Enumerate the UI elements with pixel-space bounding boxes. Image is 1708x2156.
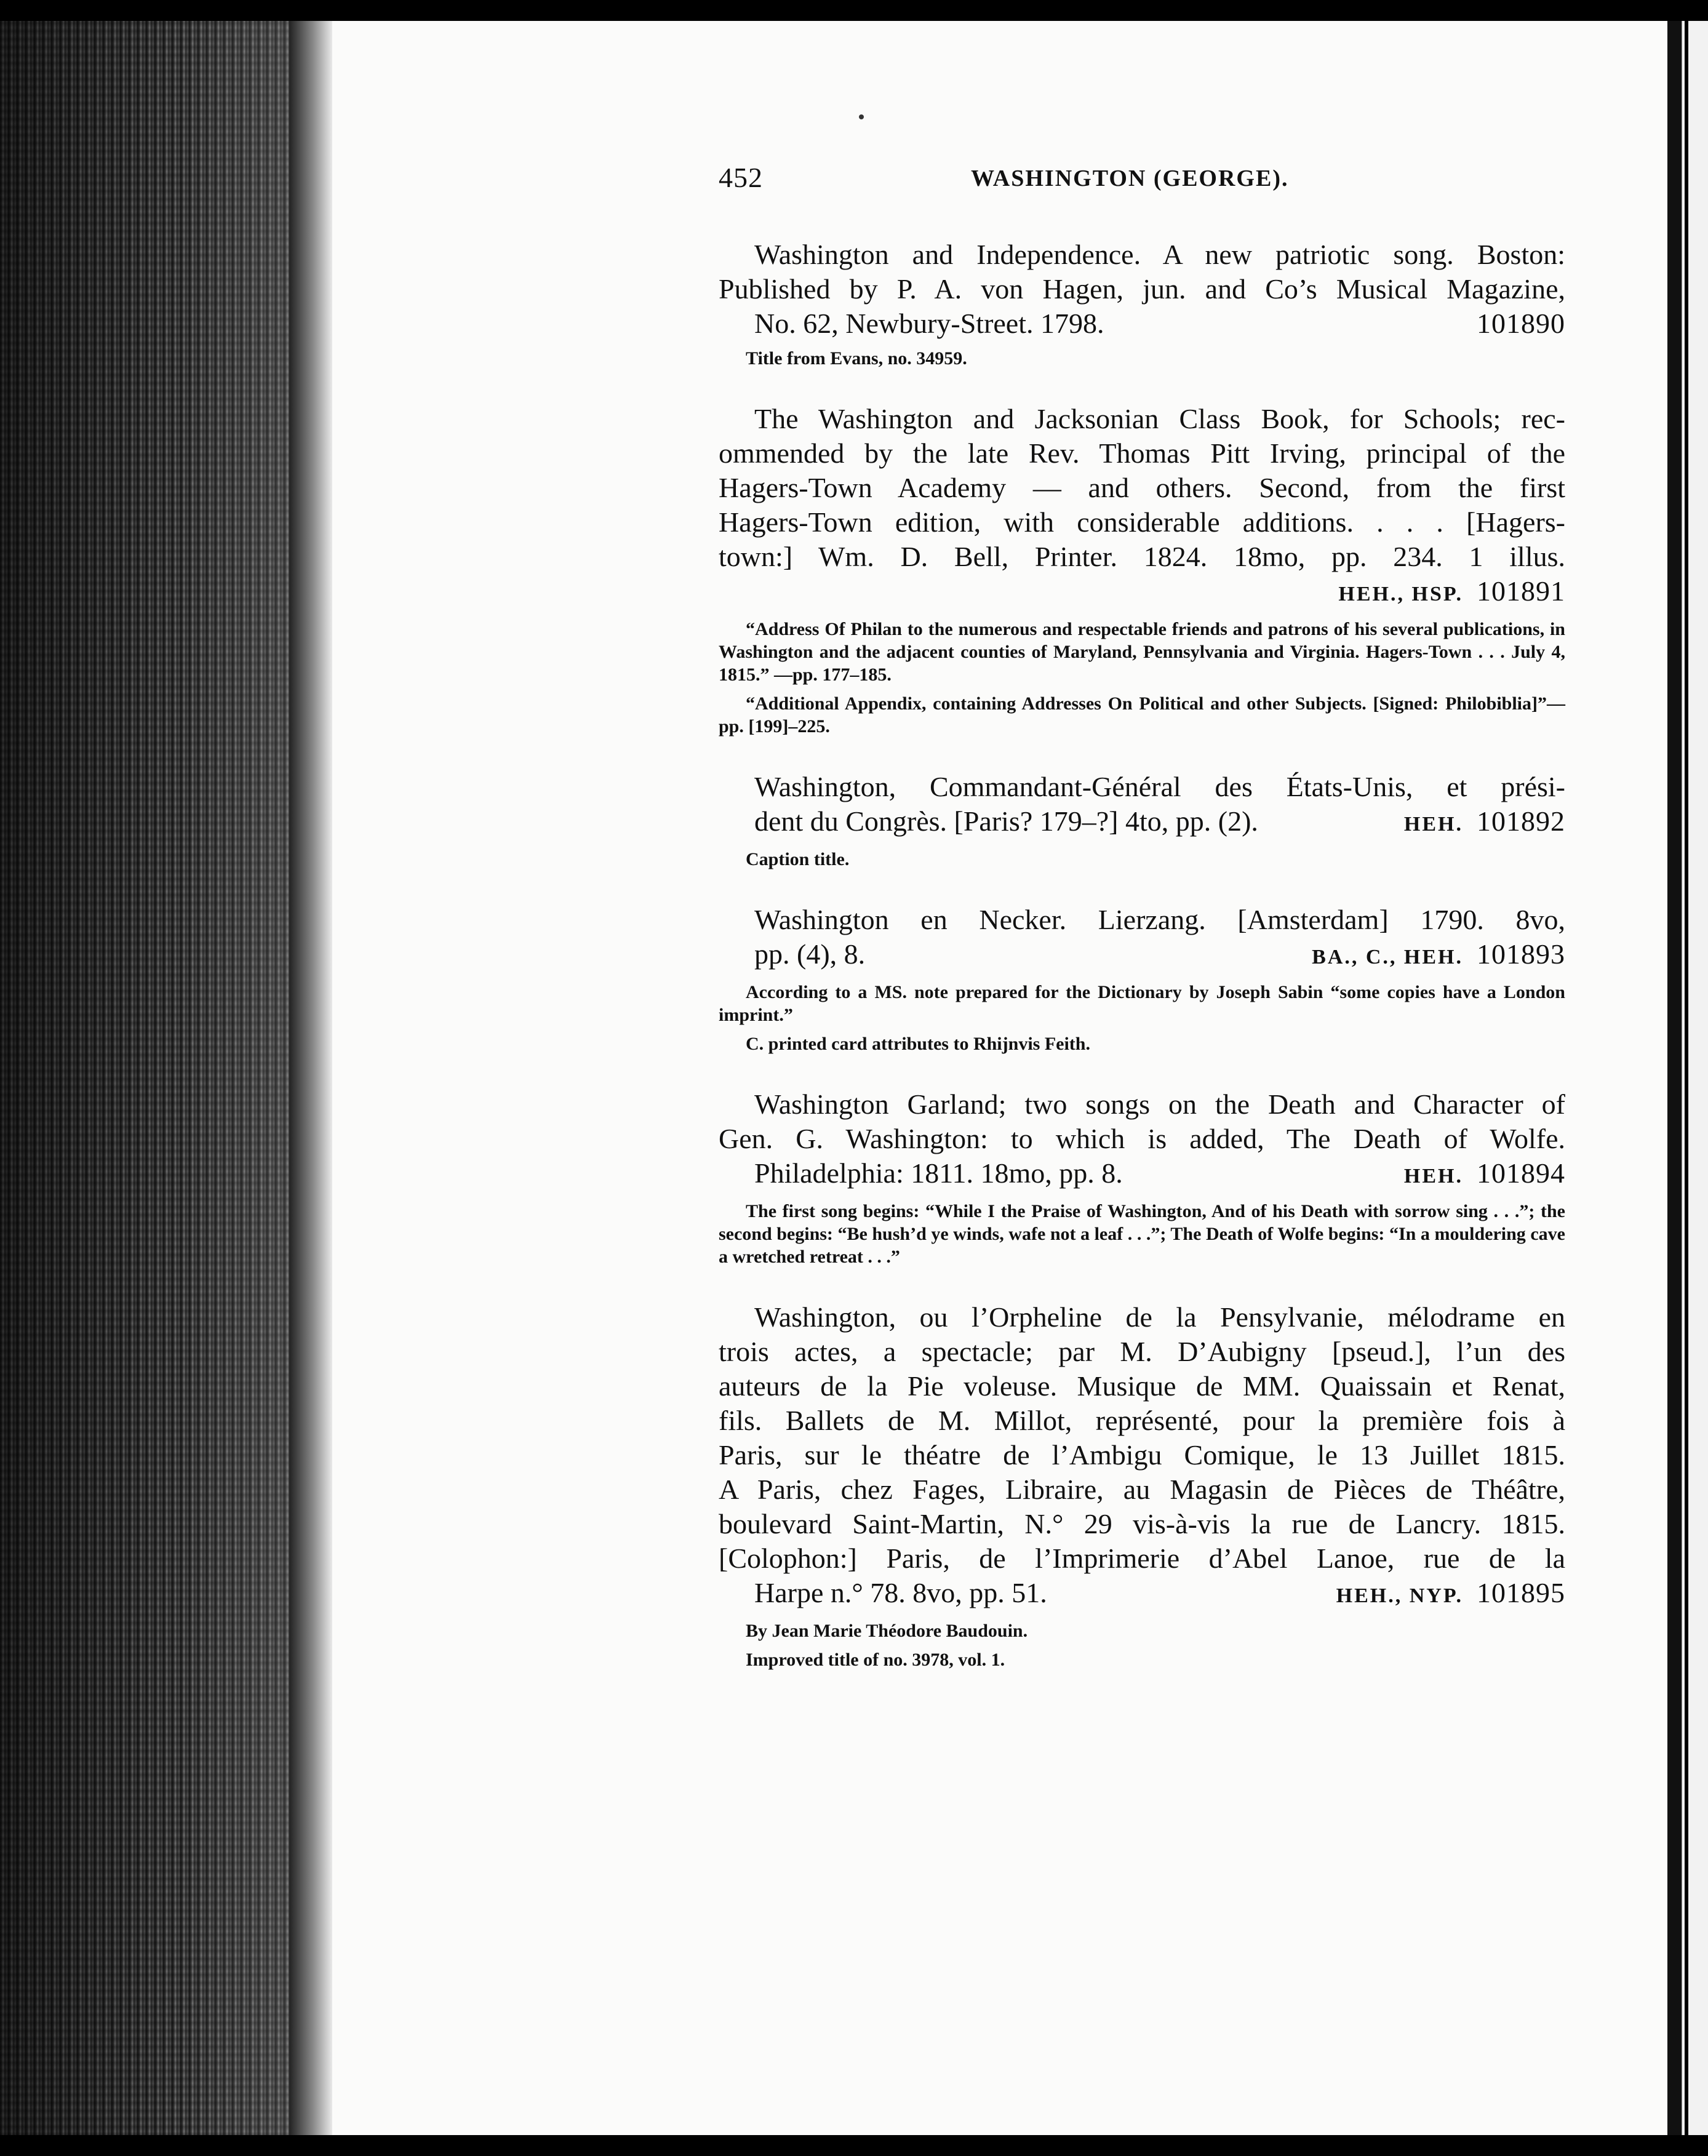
entry-title bbox=[719, 238, 1565, 341]
running-head-title: WASHINGTON (GEORGE). bbox=[971, 166, 1289, 191]
entry-number: 101893 bbox=[1477, 938, 1565, 970]
entry-imprint-line bbox=[719, 1576, 1565, 1613]
book-fore-edge bbox=[0, 21, 326, 2135]
running-head bbox=[719, 161, 1565, 204]
entry-line: trois actes, a spectacle; par M. D’Aubigny [pseud.], l’un des bbox=[719, 1336, 1565, 1367]
entry-line: boulevard Saint-Martin, N.° 29 vis-à-vis la rue de Lancry. 1815. bbox=[719, 1508, 1565, 1539]
scan-border-top bbox=[0, 0, 1708, 21]
entry-location bbox=[1441, 306, 1565, 341]
entry-number: 101895 bbox=[1477, 1577, 1565, 1608]
facing-page-edge bbox=[1667, 21, 1708, 2135]
text-column bbox=[719, 161, 1565, 1703]
entry-list bbox=[719, 238, 1565, 1671]
entry-imprint: dent du Congrès. [Paris? 179–?] 4to, pp. (2). bbox=[754, 805, 1258, 837]
entry-line: Washington en Necker. Lierzang. [Amsterdam] 1790. 8vo, bbox=[754, 904, 1565, 935]
holding-libraries: HEH. bbox=[1403, 1165, 1463, 1188]
bibliography-entry bbox=[719, 238, 1565, 370]
entry-line: The Washington and Jacksonian Class Book, for Schools; rec- bbox=[754, 403, 1565, 434]
entry-note: C. printed card attributes to Rhijnvis Feith. bbox=[746, 1034, 1090, 1054]
entry-note: “Address Of Philan to the numerous and respectable friends and patrons of his several publications, in Washington and the adjacent counties of Maryland, Pennsylvania and Virginia. Hagers-Town . . . July 4, 1815.” —pp. 177–185. bbox=[719, 619, 1565, 685]
entry-number: 101890 bbox=[1477, 308, 1565, 339]
entry-title bbox=[719, 402, 1565, 612]
entry-line: town:] Wm. D. Bell, Printer. 1824. 18mo, pp. 234. 1 illus. bbox=[719, 541, 1565, 572]
entry-note: According to a MS. note prepared for the Dictionary by Joseph Sabin “some copies have a London imprint.” bbox=[719, 982, 1565, 1025]
holding-libraries: BA., C., HEH. bbox=[1312, 946, 1463, 968]
entry-number: 101891 bbox=[1477, 575, 1565, 607]
entry-note: Improved title of no. 3978, vol. 1. bbox=[746, 1650, 1005, 1670]
entry-line: Published by P. A. von Hagen, jun. and Co’s Musical Magazine, bbox=[719, 273, 1565, 305]
scan-border-bottom bbox=[0, 2135, 1708, 2156]
entry-line: Gen. G. Washington: to which is added, The Death of Wolfe. bbox=[719, 1123, 1565, 1154]
entry-imprint-line bbox=[719, 937, 1565, 975]
holding-libraries: HEH., NYP. bbox=[1336, 1584, 1463, 1607]
gutter-shadow bbox=[289, 21, 332, 2135]
holding-libraries: HEH. bbox=[1403, 813, 1463, 836]
ink-speck bbox=[859, 114, 864, 119]
entry-line: Washington and Independence. A new patriotic song. Boston: bbox=[754, 239, 1565, 270]
entry-imprint-line bbox=[719, 1156, 1565, 1194]
entry-note: “Additional Appendix, containing Addresses On Political and other Subjects. [Signed: Philobiblia]”—pp. [199]–225. bbox=[719, 693, 1565, 737]
entry-location bbox=[1368, 1156, 1565, 1194]
entry-note: Title from Evans, no. 34959. bbox=[746, 348, 967, 369]
entry-line: Washington, Commandant-Général des États-Unis, et prési- bbox=[754, 771, 1565, 802]
entry-imprint: Philadelphia: 1811. 18mo, pp. 8. bbox=[754, 1157, 1123, 1189]
holding-libraries: HEH., HSP. bbox=[1338, 583, 1463, 605]
entry-note: The first song begins: “While I the Praise of Washington, And of his Death with sorrow sing . . .”; the second begins: “Be hush’d ye winds, wafe not a leaf . . .”; The Death of Wolfe begins: “In a mouldering cave a wretched retreat . . .” bbox=[719, 1201, 1565, 1267]
entry-title bbox=[719, 903, 1565, 975]
entry-title bbox=[719, 770, 1565, 842]
bibliography-entry bbox=[719, 903, 1565, 1055]
entry-line: Hagers-Town Academy — and others. Second, from the first bbox=[719, 472, 1565, 503]
entry-number: 101894 bbox=[1477, 1157, 1565, 1189]
entry-imprint: Harpe n.° 78. 8vo, pp. 51. bbox=[754, 1577, 1047, 1608]
entry-note: By Jean Marie Théodore Baudouin. bbox=[746, 1621, 1028, 1641]
entry-location bbox=[1368, 804, 1565, 842]
entry-title bbox=[719, 1087, 1565, 1194]
entry-location bbox=[1303, 574, 1565, 612]
entry-location bbox=[1276, 937, 1565, 975]
entry-line: [Colophon:] Paris, de l’Imprimerie d’Abel Lanoe, rue de la bbox=[719, 1543, 1565, 1574]
entry-line: Paris, sur le théatre de l’Ambigu Comique, le 13 Juillet 1815. bbox=[719, 1439, 1565, 1471]
entry-location bbox=[1301, 1576, 1565, 1613]
page-number: 452 bbox=[719, 162, 763, 193]
entry-line: fils. Ballets de M. Millot, représenté, pour la première fois à bbox=[719, 1405, 1565, 1436]
entry-line: Washington, ou l’Orpheline de la Pensylvanie, mélodrame en bbox=[754, 1301, 1565, 1333]
bibliography-entry bbox=[719, 1087, 1565, 1268]
entry-imprint-line bbox=[719, 804, 1565, 842]
entry-number: 101892 bbox=[1477, 805, 1565, 837]
entry-line: A Paris, chez Fages, Libraire, au Magasin de Pièces de Théâtre, bbox=[719, 1474, 1565, 1505]
entry-imprint-line bbox=[719, 574, 1565, 612]
entry-line: Hagers-Town edition, with considerable additions. . . . [Hagers- bbox=[719, 506, 1565, 538]
entry-line: Washington Garland; two songs on the Death and Character of bbox=[754, 1088, 1565, 1120]
entry-imprint: pp. (4), 8. bbox=[754, 938, 866, 970]
bibliography-entry bbox=[719, 1300, 1565, 1671]
bibliography-entry bbox=[719, 770, 1565, 871]
entry-imprint-line bbox=[719, 306, 1565, 341]
entry-line: ommended by the late Rev. Thomas Pitt Irving, principal of the bbox=[719, 437, 1565, 469]
entry-title bbox=[719, 1300, 1565, 1613]
bibliography-entry bbox=[719, 402, 1565, 738]
entry-line: auteurs de la Pie voleuse. Musique de MM. Quaissain et Renat, bbox=[719, 1370, 1565, 1402]
entry-imprint: No. 62, Newbury-Street. 1798. bbox=[754, 308, 1104, 339]
entry-note: Caption title. bbox=[746, 849, 850, 869]
